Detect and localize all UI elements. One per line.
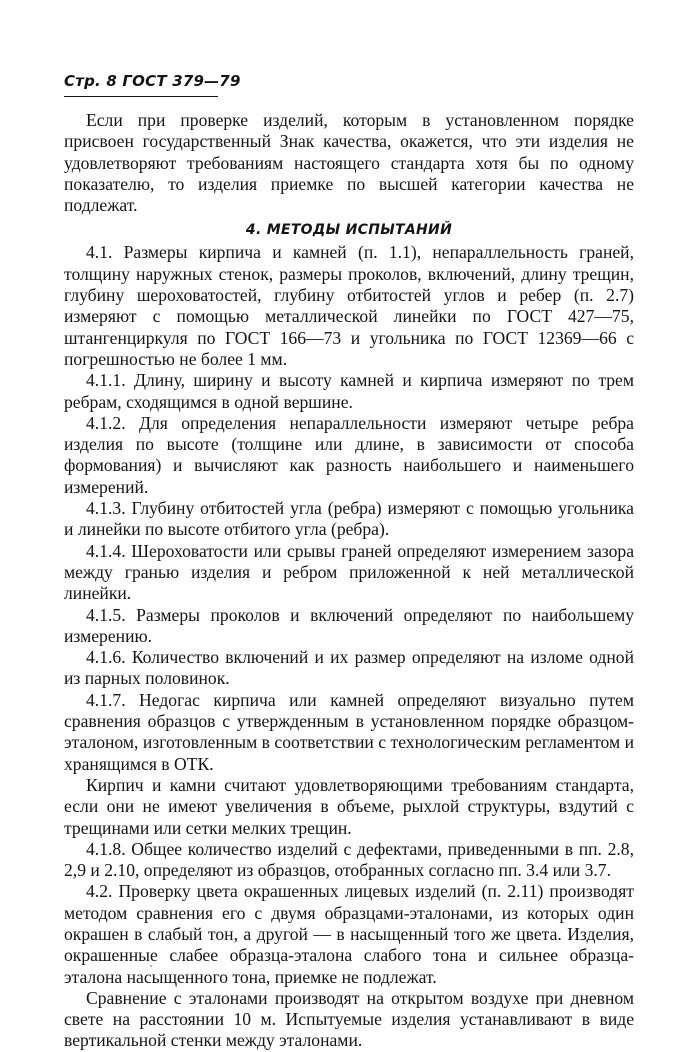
paragraph-4-1-1: 4.1.1. Длину, ширину и высоту камней и кирпича измеряют по трем ребрам, сходящимся в одной вершине. — [64, 370, 634, 412]
document-body — [64, 110, 634, 1052]
paragraph-4-1-6: 4.1.6. Количество включений и их размер определяют на изломе одной из парных половинок. — [64, 647, 634, 689]
paragraph-4-1-3: 4.1.3. Глубину отбитостей угла (ребра) измеряют с помощью угольника и линейки по высоте отбитого угла (ребра). — [64, 498, 634, 540]
scan-speck — [150, 965, 152, 967]
paragraph-4-1-2: 4.1.2. Для определения непараллельности измеряют четыре ребра изделия по высоте (толщине или длине, в зависимости от способа формования) и вычисляют как разность наибольшего и наименьшего измерений. — [64, 412, 634, 497]
page-header: Стр. 8 ГОСТ 379—79 — [64, 72, 241, 90]
paragraph-quality-mark: Если при проверке изделий, которым в установленном порядке присвоен государственный Знак качества, окажется, что эти изделия не удовлетворяют требованиям настоящего стандарта хотя бы по одному показателю, то изделия приемке по высшей категории качества не подлежат. — [64, 110, 634, 216]
paragraph-4-1-5: 4.1.5. Размеры проколов и включений определяют по наибольшему измерению. — [64, 604, 634, 646]
paragraph-4-1-7: 4.1.7. Недогас кирпича или камней определяют визуально путем сравнения образцов с утвержденным в установленном порядке образцом-эталоном, изготовленным в соответствии с технологическим регламентом и хранящимся в ОТК. — [64, 689, 634, 774]
paragraph-brick-acceptance: Кирпич и камни считают удовлетворяющими требованиям стандарта, если они не имеют увеличения в объеме, рыхлой структуры, вздутий с трещинами или сетки мелких трещин. — [64, 774, 634, 838]
paragraph-4-1-8: 4.1.8. Общее количество изделий с дефектами, приведенными в пп. 2.8, 2,9 и 2.10, определяют из образцов, отобранных согласно пп. 3.4 или 3.7. — [64, 838, 634, 881]
paragraph-comparison: Сравнение с эталонами производят на открытом воздухе при дневном свете на расстоянии 10 м. Испытуемые изделия устанавливают в виде вертикальной стенки между эталонами. — [64, 987, 634, 1051]
section-heading-test-methods: 4. МЕТОДЫ ИСПЫТАНИЙ — [245, 222, 453, 239]
header-rule — [64, 96, 218, 97]
paragraph-4-1-4: 4.1.4. Шероховатости или срывы граней определяют измерением зазора между гранью изделия и ребром приложенной к ней металлической линейки. — [64, 540, 634, 604]
paragraph-4-2: 4.2. Проверку цвета окрашенных лицевых изделий (п. 2.11) производят методом сравнения его с двумя образцами-эталонами, из которых один окрашен в слабый тон, а другой — в насыщенный того же цвета. Изделия, окрашенные слабее образца-эталона слабого тона и сильнее образца-эталона насыщенного тона, приемке не подлежат. — [64, 881, 634, 987]
paragraph-4-1: 4.1. Размеры кирпича и камней (п. 1.1), непараллельность граней, толщину наружных стенок, размеры проколов, включений, длину трещин, глубину шероховатостей, глубину отбитостей углов и ребер (п. 2.7) измеряют с помощью металлической линейки по ГОСТ 427—75, штангенциркуля по ГОСТ 166—73 и угольника по ГОСТ 12369—66 с погрешностью не более 1 мм. — [64, 242, 634, 369]
